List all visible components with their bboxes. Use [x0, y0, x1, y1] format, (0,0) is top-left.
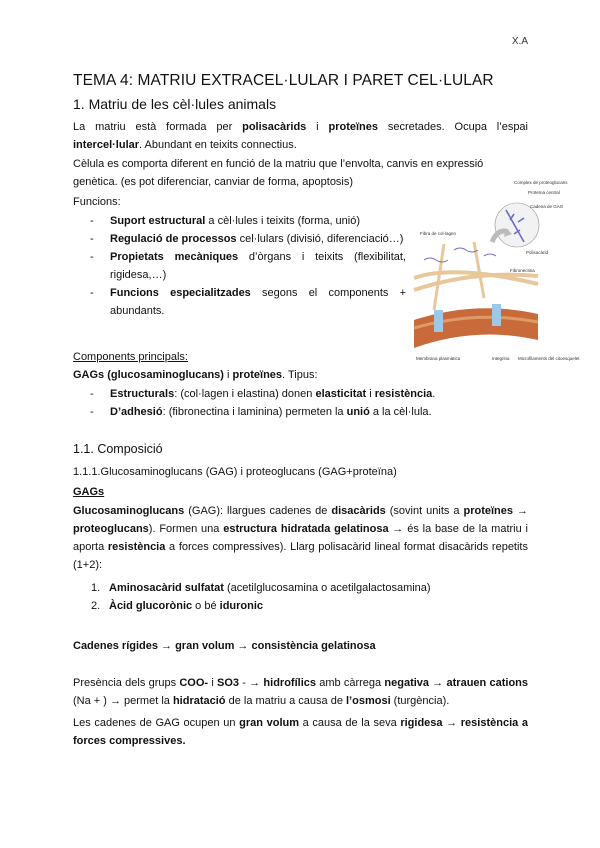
cadenes-statement: Cadenes rígides → gran volum → consistència gelatinosa: [73, 640, 376, 652]
document-title: TEMA 4: MATRIU EXTRACEL·LULAR I PARET CEL·LULAR: [73, 72, 494, 89]
proteoglycan-zoom-circle: [495, 203, 539, 247]
subsection-heading-gag: 1.1.1.Glucosaminoglucans (GAG) i proteoglucans (GAG+proteïna): [73, 466, 397, 478]
page-initials: X.A: [511, 36, 528, 47]
ecm-diagram-figure: [414, 180, 580, 367]
figure-label-zoom-a: Proteïna central: [528, 190, 560, 195]
figure-label-zoom-b: Cadena de GAG: [530, 204, 564, 209]
figure-label-integrin: Integrina: [492, 356, 510, 361]
funcions-list: [73, 212, 406, 320]
text-glucosaminoglucans: Glucosaminoglucans: [73, 505, 185, 517]
behaviour-paragraph: Cèlula es comporta diferent en funció de la matriu que l’envolta, canvis en expressió genètica. (es pot diferenciar, canviar de forma, apoptosis): [73, 158, 484, 188]
list-item: - Regulació de processos cel·lulars (divisió, diferenciació…): [90, 233, 404, 245]
figure-label-microfil: Microfilaments del citoesquelet: [518, 356, 580, 361]
presencia-paragraph: Presència dels grups COO- i SO3 - → hidrofílics amb càrrega negativa → atrauen cations (Na + ) → permet la hidratació de la matriu a causa de l’osmosi (turgència).: [73, 677, 529, 707]
integrin-protein: [434, 310, 443, 332]
collagen-fiber: [414, 275, 538, 290]
list-item: - Propietats mecàniques d’òrgans i teixits (flexibilitat, rigidesa,…): [90, 251, 406, 281]
cadenes-paragraph: Les cadenes de GAG ocupen un gran volum a causa de la seva rigidesa → resistència a forces compressives.: [73, 717, 529, 747]
figure-label-membrane: Membrana plasmàtica: [416, 356, 461, 361]
list-item: - Suport estructural a cèl·lules i teixits (forma, unió): [90, 215, 361, 227]
section-heading-composicio: 1.1. Composició: [73, 442, 163, 456]
figure-label-zoom-title: Complex de proteoglucans: [514, 180, 568, 185]
list-item: - D’adhesió: (fibronectina i laminina) permeten la unió a la cèl·lula.: [90, 406, 432, 418]
components-line: GAGs (glucosaminoglucans) i proteïnes. Tipus:: [73, 369, 318, 381]
gags-label: GAGs: [73, 486, 105, 498]
proteoglycan-chains: [424, 248, 496, 262]
integrin-protein: [492, 304, 501, 326]
intro-paragraph: La matriu està formada per polisacàrids i proteïnes secretades. Ocupa l’espai intercel·lular. Abundant en teixits connectius.: [73, 121, 528, 151]
tipus-list: [73, 385, 528, 421]
gag-paragraph: Glucosaminoglucans (GAG): llargues cadenes de disacàrids (sovint units a proteïnes → proteoglucans). Formen una estructura hidratada gelatinosa → és la base de la matriu i aporta resistència a forces compressives). Llarg polisacàrid lineal format disacàrids repetits (1+2):: [73, 505, 528, 571]
list-item: - Funcions especialitzades segons el components + abundants.: [90, 287, 407, 317]
section-heading-matriu: 1. Matriu de les cèl·lules animals: [73, 96, 277, 112]
funcions-label: Funcions:: [73, 196, 121, 208]
list-item: 1. Aminosacàrid sulfatat (acetilglucosamina o acetilgalactosamina): [91, 582, 431, 594]
figure-label-fibronectin: Fibronectina: [510, 268, 535, 273]
plasma-membrane: [414, 308, 538, 348]
figure-label-zoom-c: Polisacàrid: [526, 250, 549, 255]
list-item: 2. Àcid glucorònic o bé iduronic: [91, 600, 264, 612]
disaccharide-list: [73, 579, 528, 615]
list-item: - Estructurals: (col·lagen i elastina) donen elasticitat i resistència.: [90, 388, 436, 400]
components-label: Components principals:: [73, 351, 188, 363]
figure-label-collagen: Fibra de col·lagen: [420, 231, 457, 236]
